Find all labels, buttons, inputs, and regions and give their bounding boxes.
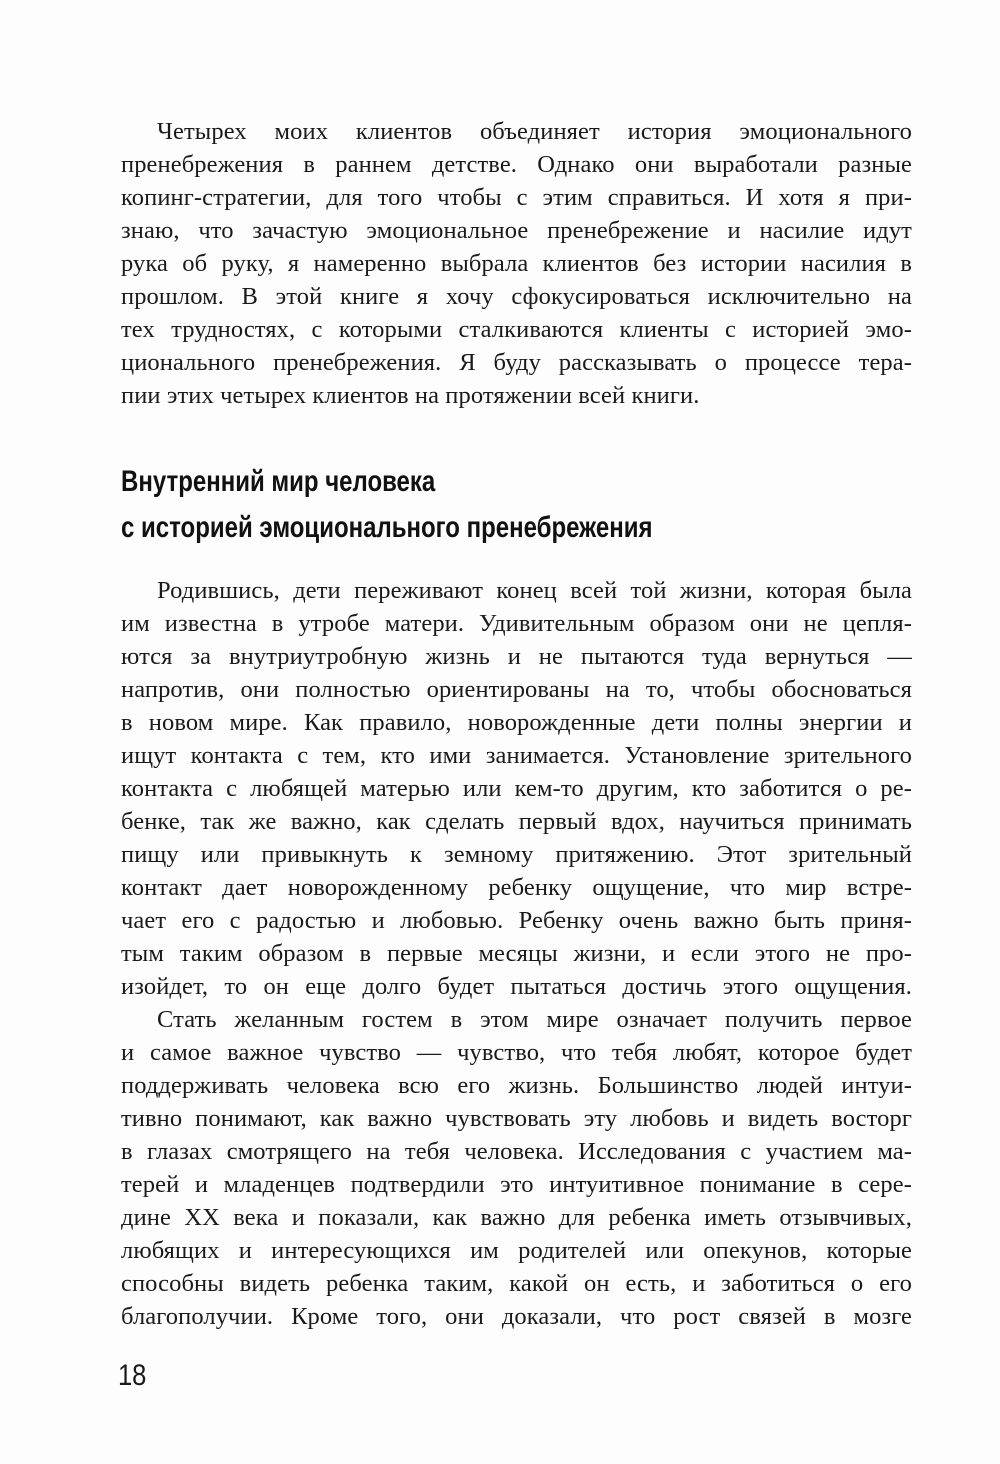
text-line: пищу или привыкнуть к земному притяжению. Этот зрительный (121, 841, 912, 868)
text-line: Стать желанным гостем в этом мире означает получить первое (157, 1006, 912, 1033)
text-line: прошлом. В этой книге я хочу сфокусироваться исключительно на (121, 283, 912, 310)
section-heading-line-1: Внутренний мир человека (121, 465, 436, 498)
text-line: напротив, они полностью ориентированы на то, чтобы обосноваться (121, 676, 912, 703)
text-line: тивно понимают, как важно чувствовать эту любовь и видеть восторг (121, 1105, 912, 1132)
section-heading-line-2: с историей эмоционального пренебрежения (121, 511, 653, 544)
text-line: способны видеть ребенка таким, какой он есть, и заботиться о его (121, 1270, 912, 1297)
text-line: пренебрежения в раннем детстве. Однако они выработали разные (121, 151, 912, 178)
text-line: бенке, так же важно, как сделать первый вдох, научиться принимать (121, 808, 912, 835)
text-line: Четырех моих клиентов объединяет история эмоционального (157, 118, 912, 145)
text-line: ционального пренебрежения. Я буду рассказывать о процессе тера- (121, 349, 912, 376)
text-line: благополучии. Кроме того, они доказали, что рост связей в мозге (121, 1303, 912, 1330)
text-line: изойдет, то он еще долго будет пытаться достичь этого ощущения. (121, 973, 912, 1000)
text-line: поддерживать человека всю его жизнь. Большинство людей интуи- (121, 1072, 912, 1099)
page-number: 18 (118, 1359, 147, 1392)
text-line: знаю, что зачастую эмоциональное пренебрежение и насилие идут (121, 217, 912, 244)
text-line: тех трудностях, с которыми сталкиваются клиенты с историей эмо- (121, 316, 912, 343)
text-line: контакт дает новорожденному ребенку ощущение, что мир встре- (121, 874, 912, 901)
text-line: и самое важное чувство — чувство, что тебя любят, которое будет (121, 1039, 912, 1066)
text-line: чает его с радостью и любовью. Ребенку очень важно быть приня- (121, 907, 912, 934)
text-line: пии этих четырех клиентов на протяжении всей книги. (121, 382, 700, 409)
text-line: в глазах смотрящего на тебя человека. Исследования с участием ма- (121, 1138, 912, 1165)
text-line: тым таким образом в первые месяцы жизни, и если этого не про- (121, 940, 912, 967)
text-line: ются за внутриутробную жизнь и не пытаются туда вернуться — (121, 643, 912, 670)
text-line: Родившись, дети переживают конец всей той жизни, которая была (157, 577, 912, 604)
text-line: любящих и интересующихся им родителей или опекунов, которые (121, 1237, 912, 1264)
text-line: в новом мире. Как правило, новорожденные дети полны энергии и (121, 709, 912, 736)
text-line: терей и младенцев подтвердили это интуитивное понимание в сере- (121, 1171, 912, 1198)
text-line: ищут контакта с тем, кто ими занимается. Установление зрительного (121, 742, 912, 769)
text-line: копинг-стратегии, для того чтобы с этим справиться. И хотя я при- (121, 184, 912, 211)
text-line: контакта с любящей матерью или кем-то другим, кто заботится о ре- (121, 775, 912, 802)
text-line: дине XX века и показали, как важно для ребенка иметь отзывчивых, (121, 1204, 912, 1231)
text-line: им известна в утробе матери. Удивительным образом они не цепля- (121, 610, 912, 637)
text-line: рука об руку, я намеренно выбрала клиентов без истории насилия в (121, 250, 912, 277)
